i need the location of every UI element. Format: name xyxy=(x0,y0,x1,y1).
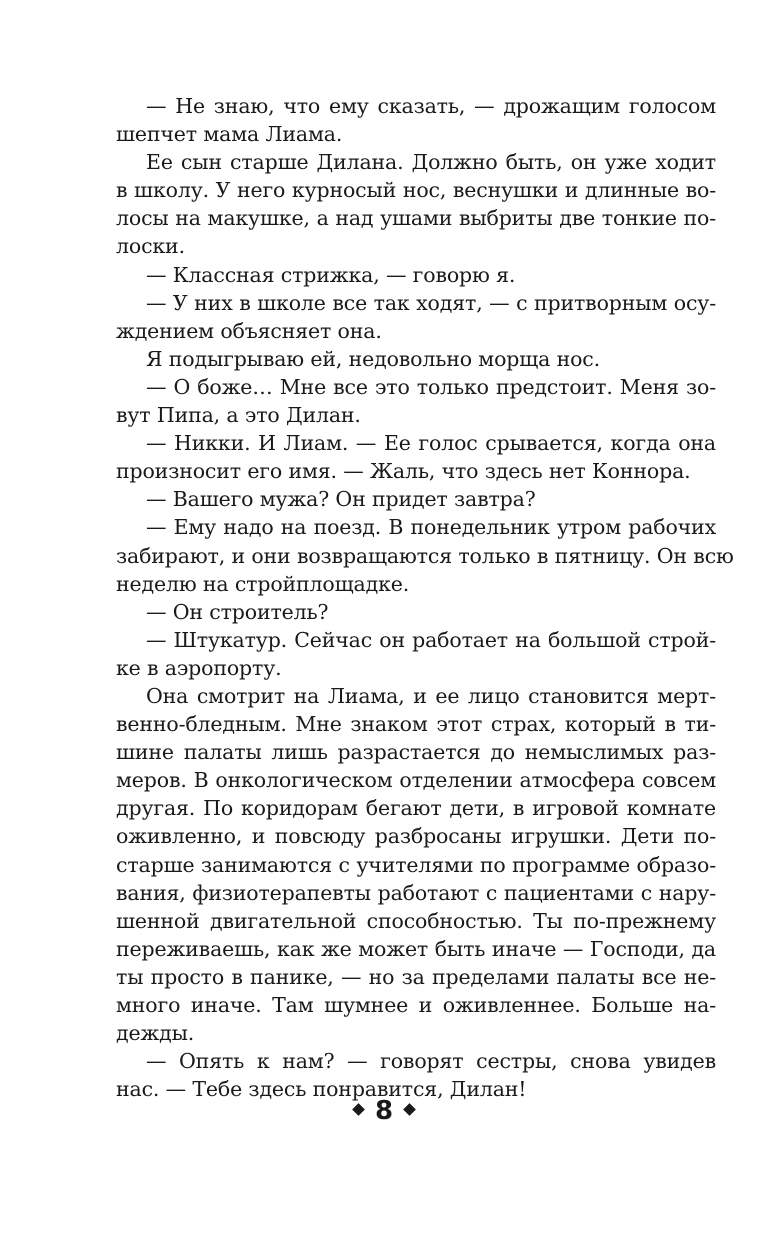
text-line: забирают, и они возвращаются только в пятницу. Он всю xyxy=(116,543,734,568)
text-line: венно-бледным. Мне знаком этот страх, который в ти- xyxy=(116,712,716,737)
page-number-value: 8 xyxy=(374,1096,394,1126)
text-line: нас. — Тебе здесь понравится, Дилан! xyxy=(116,1077,527,1102)
diamond-ornament-right-icon xyxy=(403,1103,416,1116)
text-line: шине палаты лишь разрастается до немыслимых раз- xyxy=(116,740,716,765)
text-line: дежды. xyxy=(116,1021,195,1046)
paragraph xyxy=(116,626,716,682)
text-line: Я подыгрываю ей, недовольно морща нос. xyxy=(146,346,601,371)
text-line: — О боже… Мне все это только предстоит. Меня зо- xyxy=(146,374,716,399)
text-line: меров. В онкологическом отделении атмосфера совсем xyxy=(116,768,716,793)
paragraph xyxy=(116,289,716,345)
text-line: — У них в школе все так ходят, — с притворным осу- xyxy=(146,290,716,315)
paragraph xyxy=(116,429,716,485)
paragraph xyxy=(116,92,716,148)
text-line: Ее сын старше Дилана. Должно быть, он уже ходит xyxy=(146,150,716,175)
text-line: вания, физиотерапевты работают с пациентами с нару- xyxy=(116,880,716,905)
text-line: — Никки. И Лиам. — Ее голос срывается, когда она xyxy=(146,431,716,456)
paragraph xyxy=(116,261,716,289)
text-line: ждением объясняет она. xyxy=(116,318,382,343)
text-line: — Штукатур. Сейчас он работает на большой строй- xyxy=(146,627,716,652)
text-line: оживленно, и повсюду разбросаны игрушки. Дети по- xyxy=(116,824,716,849)
text-line: лоски. xyxy=(116,234,185,259)
text-line: — Ему надо на поезд. В понедельник утром рабочих xyxy=(146,515,716,540)
text-line: вут Пипа, а это Дилан. xyxy=(116,403,361,428)
text-line: много иначе. Там шумнее и оживленнее. Больше на- xyxy=(116,993,716,1017)
paragraph xyxy=(116,682,716,1047)
page-number xyxy=(0,1096,768,1126)
paragraph xyxy=(116,1047,716,1103)
diamond-ornament-left-icon xyxy=(352,1103,365,1116)
text-line: шепчет мама Лиама. xyxy=(116,122,343,147)
text-line: Она смотрит на Лиама, и ее лицо становится мерт- xyxy=(146,683,716,708)
text-line: переживаешь, как же может быть иначе — Господи, да xyxy=(116,936,716,961)
page-body xyxy=(116,92,734,1103)
paragraph xyxy=(116,598,716,626)
text-line: — Классная стрижка, — говорю я. xyxy=(146,262,516,287)
paragraph xyxy=(116,485,716,513)
text-line: ты просто в панике, — но за пределами палаты все не- xyxy=(116,964,716,989)
paragraph xyxy=(116,345,716,373)
text-line: — Не знаю, что ему сказать, — дрожащим голосом xyxy=(146,94,716,118)
text-line: лосы на макушке, а над ушами выбриты две тонкие по- xyxy=(116,206,716,231)
text-line: — Он строитель? xyxy=(146,599,329,624)
paragraph xyxy=(116,513,734,597)
text-line: произносит его имя. — Жаль, что здесь нет Коннора. xyxy=(116,459,691,484)
text-line: ке в аэропорту. xyxy=(116,655,282,680)
paragraph xyxy=(116,148,716,260)
text-line: в школу. У него курносый нос, веснушки и длинные во- xyxy=(116,178,716,203)
text-line: старше занимаются с учителями по программе образо- xyxy=(116,852,716,877)
text-line: — Опять к нам? — говорят сестры, снова увидев xyxy=(146,1049,716,1074)
text-line: неделю на стройплощадке. xyxy=(116,571,410,596)
text-line: шенной двигательной способностью. Ты по-прежнему xyxy=(116,908,716,933)
paragraph xyxy=(116,373,716,429)
text-line: — Вашего мужа? Он придет завтра? xyxy=(146,487,536,512)
text-line: другая. По коридорам бегают дети, в игровой комнате xyxy=(116,796,716,821)
